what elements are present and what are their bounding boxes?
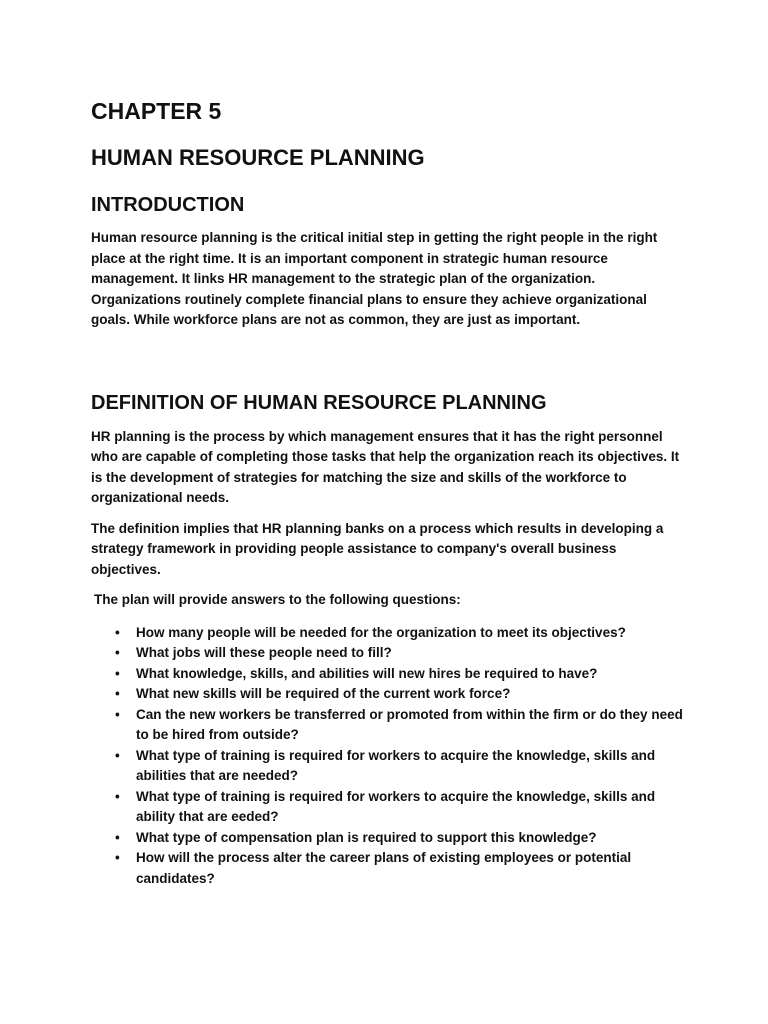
list-item	[91, 746, 683, 787]
list-item-text: What jobs will these people need to fill?	[136, 645, 392, 660]
bullet-icon: •	[115, 850, 120, 865]
questions-intro: The plan will provide answers to the following questions:	[94, 592, 461, 607]
bullet-icon: •	[115, 747, 120, 763]
bullet-icon: •	[115, 624, 120, 640]
list-item	[91, 705, 683, 746]
document-content	[91, 96, 683, 889]
list-item-text: What type of training is required for workers to acquire the knowledge, skills and ability that are eeded?	[136, 788, 656, 824]
list-item-text: What knowledge, skills, and abilities will new hires be required to have?	[136, 665, 598, 681]
list-item	[91, 848, 683, 889]
bullet-icon: •	[115, 706, 120, 722]
document-title: HUMAN RESOURCE PLANNING	[91, 145, 425, 170]
list-item-text: What new skills will be required of the current work force?	[136, 686, 511, 701]
list-item	[91, 828, 683, 849]
list-item	[91, 623, 683, 644]
list-item-text: What type of compensation plan is required to support this knowledge?	[136, 829, 597, 845]
list-item	[91, 664, 683, 685]
list-item-text: What type of training is required for workers to acquire the knowledge, skills and abilities that are needed?	[136, 747, 656, 783]
list-item-text: How many people will be needed for the organization to meet its objectives?	[136, 624, 626, 640]
bullet-icon: •	[115, 788, 120, 804]
definition-paragraph-1: HR planning is the process by which management ensures that it has the right personnel who are capable of completing those tasks that help the organization reach its objectives. It is the development of strategies for matching the size and skills of the workforce to organizational needs.	[91, 428, 680, 505]
list-item	[91, 684, 683, 705]
bullet-icon: •	[115, 829, 120, 845]
questions-list	[91, 623, 683, 890]
bullet-icon: •	[115, 645, 120, 660]
list-item	[91, 643, 683, 664]
list-item	[91, 787, 683, 828]
introduction-paragraph: Human resource planning is the critical initial step in getting the right people in the right place at the right time. It is an important component in strategic human resource management. It links HR management to the strategic plan of the organization. Organizations routinely complete financial plans to ensure they achieve organizational goals. While workforce plans are not as common, they are just as important.	[91, 230, 658, 327]
chapter-heading: CHAPTER 5	[91, 98, 222, 124]
list-item-text: Can the new workers be transferred or promoted from within the firm or do they need to be hired from outside?	[136, 706, 683, 742]
definition-heading: DEFINITION OF HUMAN RESOURCE PLANNING	[91, 391, 547, 414]
bullet-icon: •	[115, 665, 120, 681]
introduction-heading: INTRODUCTION	[91, 194, 245, 216]
bullet-icon: •	[115, 686, 120, 701]
definition-paragraph-2: The definition implies that HR planning banks on a process which results in developing a strategy framework in providing people assistance to company's overall business objectives.	[91, 520, 664, 577]
list-item-text: How will the process alter the career plans of existing employees or potential candidates?	[136, 850, 632, 886]
